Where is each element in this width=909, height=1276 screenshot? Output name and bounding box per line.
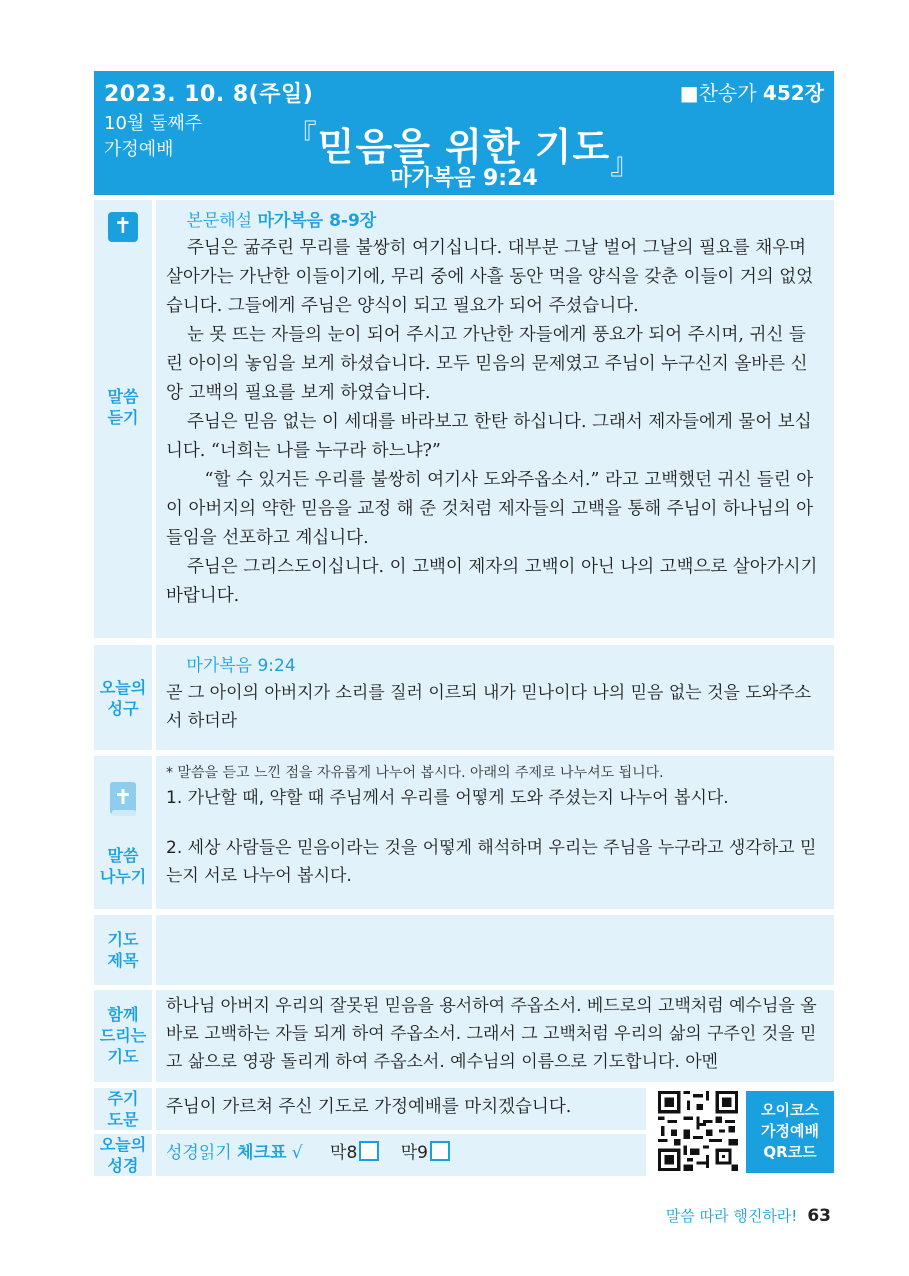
hymn-number [680,77,824,106]
section-share [94,756,834,909]
bible-cross-icon: ✝ [108,212,138,242]
worship-date: 2023. 10. 8(주일) [104,82,314,107]
share-question-2: 2. 세상 사람들은 믿음이라는 것을 어떻게 해석하며 우리는 주님을 누구라고 생각하고 믿는지 서로 나누어 봅시다. [166,838,817,886]
title-close-bracket: 』 [610,147,642,182]
reading-checkbox-2[interactable] [430,1141,450,1161]
hymn-value: 452장 [762,81,824,105]
section-reading [94,1134,646,1176]
commentary-paragraph: “할 수 있거든 우리를 불쌍히 여기사 도와주옵소서.” 라고 고백했던 귀신 들린 아이 아버지의 약한 믿음을 교정 해 준 것처럼 제자들의 고백을 통해 주님이 하나님의 아들임을 선포하고 계십니다. [166,470,814,548]
share-question-1: 1. 가난할 때, 약할 때 주님께서 우리를 어떻게 도와 주셨는지 나누어 봅시다. [166,788,729,808]
section-content [156,990,834,1082]
section-label-column [94,200,152,638]
hymn-prefix: ■찬송가 [679,81,763,105]
section-label-column [94,1134,152,1176]
commentary-heading: 본문해설 마가복음 8-9장 [186,211,377,231]
section-label: 오늘의 성경 [99,1135,147,1175]
page-number: 63 [807,1206,831,1226]
section-verse [94,645,834,750]
qr-badge-line-2: 가정예배 [761,1122,819,1140]
reading-chapter-2: 막9 [400,1143,428,1163]
check-mark-icon: √ [291,1143,303,1163]
section-label: 말씀 듣기 [107,387,139,427]
qr-code-badge[interactable] [746,1091,834,1173]
reading-chapter-1: 막8 [330,1143,358,1163]
title-open-bracket: 『 [286,119,318,154]
qr-code-icon[interactable] [658,1091,738,1171]
section-label-column [94,990,152,1082]
section-label: 기도 제목 [107,930,139,970]
week-line-2: 가정예배 [104,139,174,160]
commentary-paragraph: 주님은 그리스도이십니다. 이 고백이 제자의 고백이 아닌 나의 고백으로 살아가시기 바랍니다. [166,557,818,606]
section-prayer [94,990,834,1082]
section-label: 주기 도문 [107,1089,139,1129]
section-content [156,1134,646,1176]
header-banner [94,71,834,195]
section-label-column [94,1088,152,1130]
reading-checkbox-1[interactable] [359,1141,379,1161]
commentary-paragraph: 눈 못 뜨는 자들의 눈이 되어 주시고 가난한 자들에게 풍요가 되어 주시며, 귀신 들린 아이의 놓임을 보게 하셨습니다. 모두 믿음의 문제였고 주님이 누구신지 올바른 신앙 고백의 필요를 보게 하였습니다. [166,325,808,403]
week-line-1: 10월 둘째주 [104,113,203,134]
share-note: * 말씀을 듣고 느낀 점을 자유롭게 나누어 봅시다. 아래의 주제로 나누셔도 됩니다. [166,765,664,781]
section-listen [94,200,834,638]
bible-book-icon [106,780,140,818]
page-footer [666,1205,831,1226]
section-content [156,756,834,909]
title-scripture: 마가복음 9:24 [390,166,538,191]
qr-badge-line-1: 오이코스 [761,1101,819,1119]
verse-text: 곧 그 아이의 아버지가 소리를 질러 이르되 내가 믿나이다 나의 믿음 없는 것을 도와주소서 하더라 [166,683,812,731]
section-prayer-title [94,915,834,985]
section-label: 말씀 나누기 [99,846,147,886]
section-label-column [94,915,152,985]
section-label: 함께 드리는 기도 [99,1005,147,1066]
commentary-paragraph: 주님은 굶주린 무리를 불쌍히 여기십니다. 대부분 그날 벌어 그날의 필요를 채우며 살아가는 가난한 이들이기에, 무리 중에 사흘 동안 먹을 양식을 갖춘 이들이 거의 없었습니다. 그들에게 주님은 양식이 되고 필요가 되어 주셨습니다. [166,238,814,316]
section-label-column [94,645,152,750]
section-content [156,200,834,638]
verse-reference: 마가복음 9:24 [186,656,296,676]
section-label: 오늘의 성구 [99,678,147,718]
lords-prayer-text: 주님이 가르쳐 주신 기도로 가정예배를 마치겠습니다. [166,1097,572,1117]
commentary-paragraph: 주님은 믿음 없는 이 세대를 바라보고 한탄 하십니다. 그래서 제자들에게 물어 보십니다. “너희는 나를 누구라 하느냐?” [166,412,812,461]
qr-badge-line-3: QR코드 [763,1143,817,1161]
section-lords-prayer [94,1088,646,1130]
section-label-column [94,756,152,909]
section-content [156,1088,646,1130]
title-text: 믿음을 위한 기도 [317,125,611,169]
prayer-title-field [156,915,834,985]
reading-check-label: 체크표 [237,1143,287,1163]
reading-prefix: 성경읽기 [166,1143,238,1163]
prayer-text: 하나님 아버지 우리의 잘못된 믿음을 용서하여 주옵소서. 베드로의 고백처럼 예수님을 올바로 고백하는 자들 되게 하여 주옵소서. 그래서 그 고백처럼 우리의 삶의 구주인 것을 믿고 삶으로 영광 돌리게 하여 주옵소서. 예수님의 이름으로 기도합니다. 아멘 [166,996,817,1072]
footer-motto: 말씀 따라 행진하라! [665,1207,798,1225]
section-content [156,645,834,750]
